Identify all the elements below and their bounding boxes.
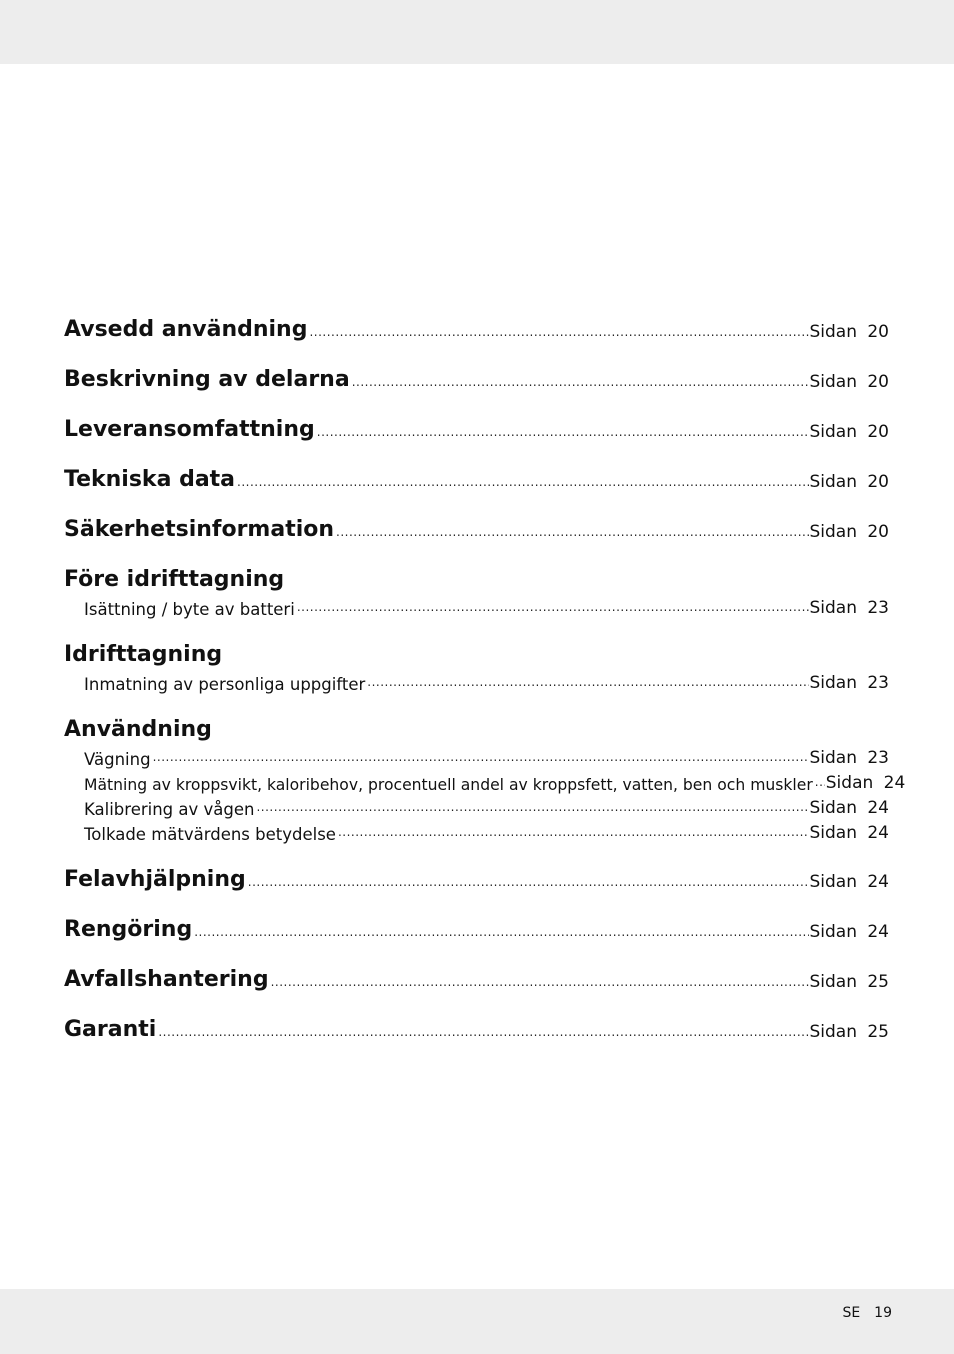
toc-subentry-page: Sidan 24 [825, 773, 906, 793]
toc-entry-title: Leveransomfattning [64, 417, 315, 442]
toc-entry-page: Sidan 20 [809, 472, 889, 492]
dot-leader [194, 926, 808, 938]
toc-entry-page: Sidan 24 [809, 872, 889, 892]
toc-section-heading[interactable]: Användning [64, 717, 212, 742]
toc-entry-page: Sidan 20 [809, 322, 889, 342]
toc-entry-title: Avfallshantering [64, 967, 269, 992]
toc-subentry-title: Kalibrering av vågen [84, 800, 255, 819]
toc-entry-title: Garanti [64, 1017, 157, 1042]
dot-leader [352, 376, 809, 388]
toc-entry-page: Sidan 20 [809, 372, 889, 392]
toc-entry[interactable] [64, 444, 889, 494]
dot-leader [309, 326, 808, 338]
toc-subentry[interactable] [64, 819, 889, 844]
toc-subentry-title: Inmatning av personliga uppgifter [84, 675, 366, 694]
toc-section-heading[interactable]: Idrifttagning [64, 642, 223, 667]
dot-leader [153, 751, 809, 763]
table-of-contents [64, 310, 906, 1044]
toc-subentry-title: Mätning av kroppsvikt, kaloribehov, procentuell andel av kroppsfett, vatten, ben och muskler [84, 776, 813, 794]
toc-entry-title: Tekniska data [64, 467, 236, 492]
toc-entry[interactable] [64, 844, 889, 894]
toc-section-heading[interactable]: Före idrifttagning [64, 567, 285, 592]
toc-entry[interactable] [64, 494, 889, 544]
toc-entry-page: Sidan 20 [809, 422, 889, 442]
dot-leader [158, 1026, 808, 1038]
dot-leader [248, 876, 809, 888]
dot-leader [338, 826, 809, 838]
toc-entry-title: Säkerhetsinformation [64, 517, 335, 542]
toc-subentry[interactable] [64, 744, 889, 769]
toc-entry-page: Sidan 25 [809, 1022, 889, 1042]
toc-entry[interactable] [64, 344, 889, 394]
toc-subentry-page: Sidan 23 [809, 748, 889, 768]
dot-leader [336, 526, 808, 538]
toc-entry-page: Sidan 25 [809, 972, 889, 992]
toc-subentry-page: Sidan 23 [809, 598, 889, 618]
toc-subentry[interactable] [64, 794, 889, 819]
toc-entry[interactable] [64, 994, 889, 1044]
toc-entry-title: Avsedd användning [64, 317, 308, 342]
header-band [0, 0, 954, 64]
language-code: SE [842, 1305, 861, 1321]
toc-subentry[interactable] [64, 594, 889, 619]
toc-subentry-title: Tolkade mätvärdens betydelse [84, 825, 336, 844]
dot-leader [317, 426, 809, 438]
toc-entry[interactable] [64, 894, 889, 944]
dot-leader [297, 601, 809, 613]
toc-subentry[interactable] [64, 769, 906, 794]
toc-entry-page: Sidan 20 [809, 522, 889, 542]
toc-subentry-page: Sidan 23 [809, 673, 889, 693]
toc-entry[interactable] [64, 394, 889, 444]
toc-entry[interactable] [64, 944, 889, 994]
dot-leader [237, 476, 808, 488]
dot-leader [815, 776, 825, 788]
dot-leader [256, 801, 808, 813]
page-footer [842, 1305, 892, 1321]
toc-entry-title: Rengöring [64, 917, 193, 942]
page-number: 19 [874, 1305, 892, 1321]
toc-subentry[interactable] [64, 669, 889, 694]
dot-leader [367, 676, 808, 688]
toc-subentry-title: Vägning [84, 750, 151, 769]
toc-subentry-page: Sidan 24 [809, 798, 889, 818]
toc-subentry-title: Isättning / byte av batteri [84, 600, 295, 619]
footer-band [0, 1289, 954, 1354]
dot-leader [271, 976, 809, 988]
toc-subentry-page: Sidan 24 [809, 823, 889, 843]
toc-entry-page: Sidan 24 [809, 922, 889, 942]
toc-entry-title: Felavhjälpning [64, 867, 246, 892]
toc-entry-title: Beskrivning av delarna [64, 367, 350, 392]
toc-entry[interactable] [64, 310, 889, 344]
